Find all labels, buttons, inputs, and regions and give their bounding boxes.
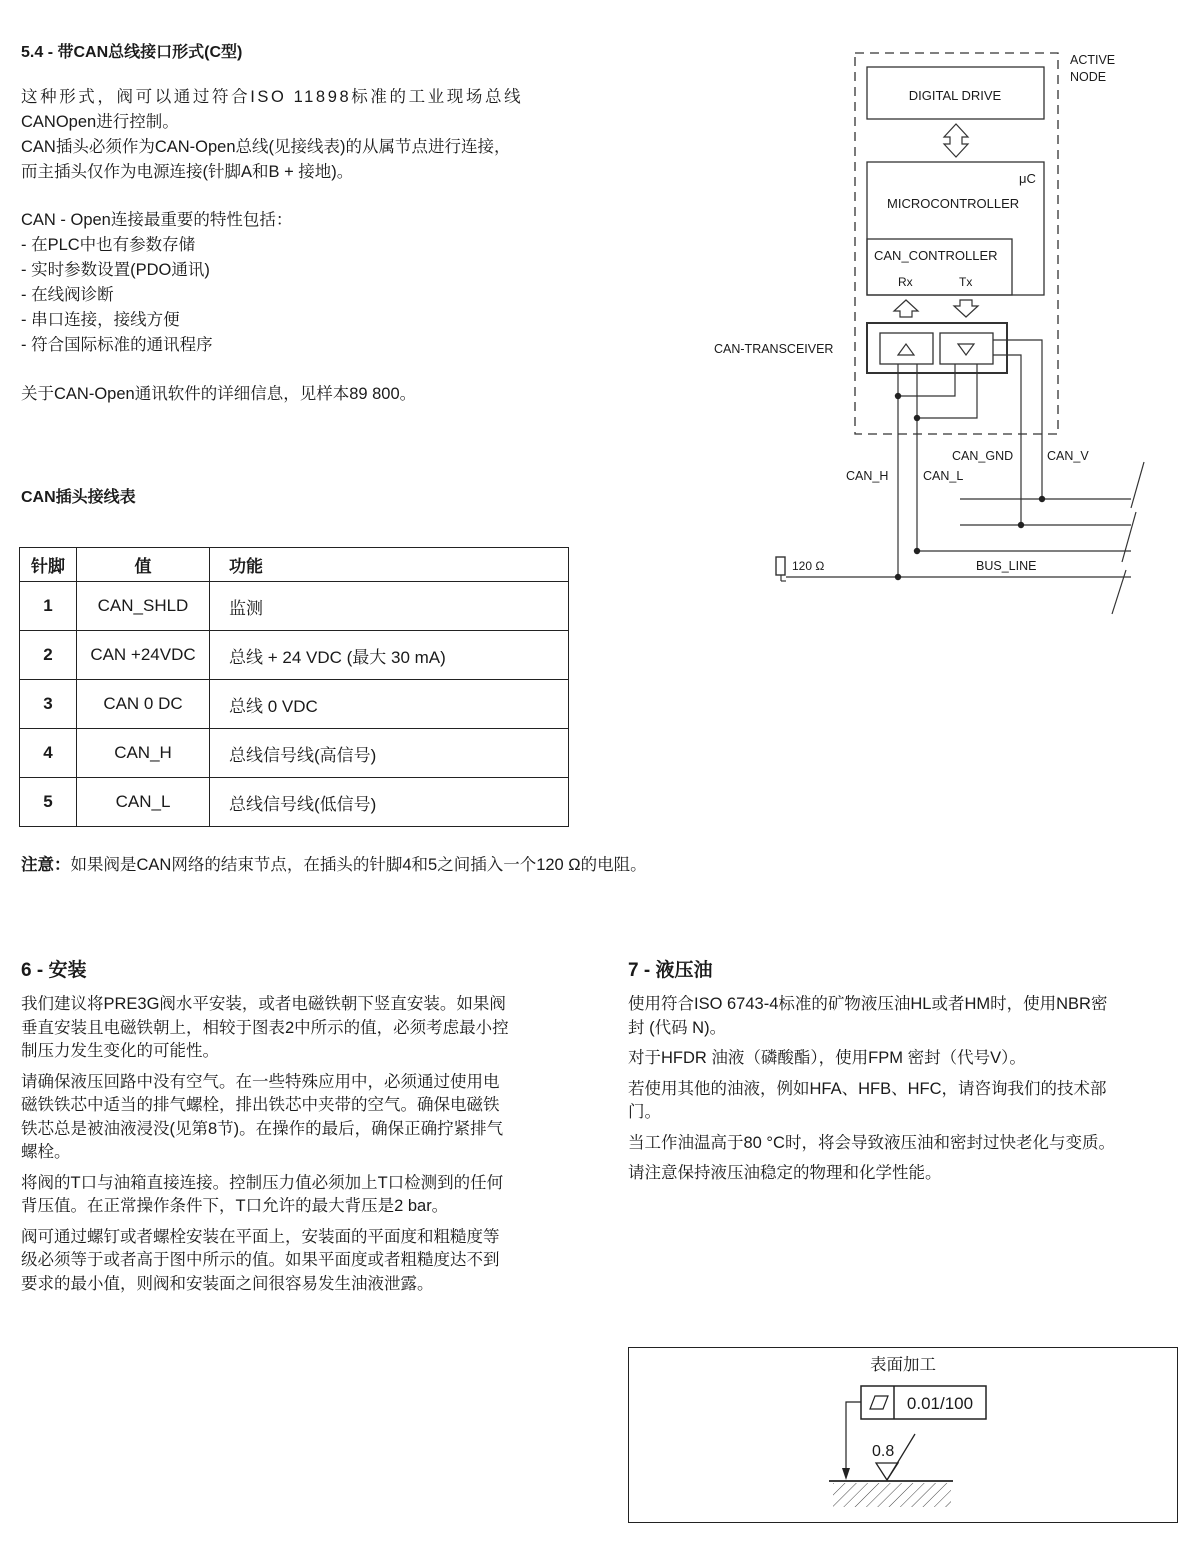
pin-cell: 2 <box>20 631 77 680</box>
end-node-note <box>21 853 647 878</box>
value-cell: CAN_H <box>77 729 210 778</box>
function-cell: 总线 + 24 VDC (最大 30 mA) <box>210 631 569 680</box>
text-line: 制压力发生变化的可能性。 <box>21 1042 219 1060</box>
header-pin: 针脚 <box>20 548 77 582</box>
header-function: 功能 <box>210 548 569 582</box>
paragraph <box>21 1226 509 1297</box>
tx-down-arrow-icon <box>954 300 978 317</box>
text-line: 若使用其他的油液，例如HFA、HFB、HFC，请咨询我们的技术部 <box>628 1079 1107 1098</box>
table-row <box>20 582 569 631</box>
table-title: CAN插头接线表 <box>21 489 136 506</box>
section-7-body <box>628 993 1115 1193</box>
text-line: 请确保液压回路中没有空气。在一些特殊应用中，必须通过使用电 <box>21 1072 500 1091</box>
intro-line: 而主插头仅作为电源连接(针脚A和B + 接地)。 <box>21 163 354 181</box>
value-cell: CAN_L <box>77 778 210 827</box>
pin-cell: 4 <box>20 729 77 778</box>
can-controller-label: CAN_CONTROLLER <box>874 248 998 263</box>
leader-arrow-icon <box>842 1468 850 1480</box>
pin-cell: 5 <box>20 778 77 827</box>
bidirectional-arrow-icon <box>944 124 968 157</box>
uc-label: μC <box>1019 171 1036 186</box>
header-value: 值 <box>77 548 210 582</box>
microcontroller-label: MICROCONTROLLER <box>887 196 1020 211</box>
text-line: 级必须等于或者高于图中所示的值。如果平面度或者粗糙度达不到 <box>21 1251 500 1269</box>
more-info: 关于CAN-Open通讯软件的详细信息，见样本89 800。 <box>21 385 417 403</box>
active-node-border <box>855 53 1058 434</box>
can-h-label: CAN_H <box>846 469 889 483</box>
rx-up-arrow-icon <box>894 300 918 317</box>
microcontroller-box <box>867 162 1044 295</box>
feature-item: - 在线阀诊断 <box>21 286 114 304</box>
text-line: 使用符合ISO 6743-4标准的矿物液压油HL或者HM时，使用NBR密 <box>628 995 1108 1013</box>
paragraph <box>628 1162 1115 1186</box>
function-cell: 总线信号线(低信号) <box>210 778 569 827</box>
surface-finish-title: 表面加工 <box>870 1356 936 1374</box>
intro-line: CAN插头必须作为CAN-Open总线(见接线表)的从属节点进行连接， <box>21 138 511 156</box>
text-line: 磁铁铁芯中适当的排气螺栓，排出铁芯中夹带的空气。确保电磁铁 <box>21 1096 500 1114</box>
text-line: 铁芯总是被油液浸没(见第8节)。在操作的最后，确保正确拧紧排气 <box>21 1119 504 1138</box>
digital-drive-label: DIGITAL DRIVE <box>908 88 1002 103</box>
paragraph <box>628 1132 1115 1156</box>
text-line: 螺栓。 <box>21 1143 71 1161</box>
feature-item: - 符合国际标准的通讯程序 <box>21 336 213 354</box>
section-5-4-title: 5.4 - 带CAN总线接口形式(C型) <box>21 44 243 61</box>
feature-item: - 串口连接，接线方便 <box>21 311 180 329</box>
text-line: 我们建议将PRE3G阀水平安装，或者电磁铁朝下竖直安装。如果阀 <box>21 995 506 1013</box>
can-gnd-label: CAN_GND <box>952 449 1014 463</box>
text-line: 要求的最小值，则阀和安装面之间很容易发生油液泄露。 <box>21 1274 434 1293</box>
paragraph <box>628 1047 1115 1071</box>
table-row <box>20 778 569 827</box>
resistor-label: 120 Ω <box>792 559 825 573</box>
text-line: 对于HFDR 油液（磷酸酯），使用FPM 密封（代号V）。 <box>628 1049 1026 1067</box>
roughness-symbol-icon <box>876 1463 898 1480</box>
section-6-title: 6 - 安装 <box>21 960 87 981</box>
function-cell: 总线 0 VDC <box>210 680 569 729</box>
flatness-value: 0.01/100 <box>906 1394 974 1413</box>
buffer-up-triangle-icon <box>898 344 914 355</box>
feature-item: - 在PLC中也有参数存储 <box>21 236 196 254</box>
surface-finish-box <box>628 1347 1178 1523</box>
value-cell: CAN +24VDC <box>77 631 210 680</box>
can-transceiver-box <box>867 323 1007 373</box>
tx-label: Tx <box>959 275 973 289</box>
value-cell: CAN 0 DC <box>77 680 210 729</box>
paragraph <box>628 1078 1115 1125</box>
can-pin-table <box>19 547 569 827</box>
section-6-body <box>21 993 509 1303</box>
buffer-down-triangle-icon <box>958 344 974 355</box>
text-line: 当工作油温高于80 °C时，将会导致液压油和密封过快老化与变质。 <box>628 1133 1115 1152</box>
features-list <box>21 208 292 358</box>
text-line: 门。 <box>628 1103 661 1121</box>
value-cell: CAN_SHLD <box>77 582 210 631</box>
active-node-label: NODE <box>1070 70 1107 84</box>
paragraph <box>21 993 509 1064</box>
note-text: 如果阀是CAN网络的结束节点，在插头的针脚4和5之间插入一个120 Ω的电阻。 <box>70 856 647 874</box>
paragraph <box>21 1172 509 1219</box>
can-v-label: CAN_V <box>1047 449 1089 463</box>
surface-hatch <box>833 1483 951 1507</box>
text-line: 请注意保持液压油稳定的物理和化学性能。 <box>628 1164 942 1182</box>
bus-line-label: BUS_LINE <box>976 559 1037 573</box>
intro-line: 这种形式，阀可以通过符合ISO 11898标准的工业现场总线 <box>21 88 524 106</box>
surface-finish-symbol <box>629 1348 1177 1522</box>
table-row <box>20 631 569 680</box>
table-row <box>20 680 569 729</box>
function-cell: 监测 <box>210 582 569 631</box>
pin-cell: 3 <box>20 680 77 729</box>
text-line: 封 (代码 N)。 <box>628 1018 727 1037</box>
text-line: 阀可通过螺钉或者螺栓安装在平面上，安装面的平面度和粗糙度等 <box>21 1227 500 1246</box>
text-line: 将阀的T口与油箱直接连接。控制压力值必须加上T口检测到的任何 <box>21 1173 504 1192</box>
function-cell: 总线信号线(高信号) <box>210 729 569 778</box>
section-5-4-intro <box>21 85 523 185</box>
rx-label: Rx <box>898 275 913 289</box>
table-row <box>20 729 569 778</box>
note-label: 注意： <box>21 856 71 874</box>
can-l-label: CAN_L <box>923 469 964 483</box>
table-header-row <box>20 548 569 582</box>
active-node-label: ACTIVE <box>1070 53 1116 67</box>
pin-cell: 1 <box>20 582 77 631</box>
termination-resistor <box>776 557 785 575</box>
can-node-diagram <box>700 40 1180 620</box>
intro-line: CANOpen进行控制。 <box>21 113 179 131</box>
paragraph <box>628 993 1115 1040</box>
section-7-title: 7 - 液压油 <box>628 960 713 981</box>
text-line: 垂直安装且电磁铁朝上，相较于图表2中所示的值，必须考虑最小控 <box>21 1018 509 1037</box>
paragraph <box>21 1071 509 1165</box>
diagram-wires <box>786 340 1144 614</box>
roughness-value: 0.8 <box>872 1443 895 1460</box>
text-line: 背压值。在正常操作条件下，T口允许的最大背压是2 bar。 <box>21 1197 449 1215</box>
can-transceiver-label: CAN-TRANSCEIVER <box>714 342 834 356</box>
feature-item: - 实时参数设置(PDO通讯) <box>21 261 210 279</box>
features-title: CAN - Open连接最重要的特性包括： <box>21 211 293 229</box>
